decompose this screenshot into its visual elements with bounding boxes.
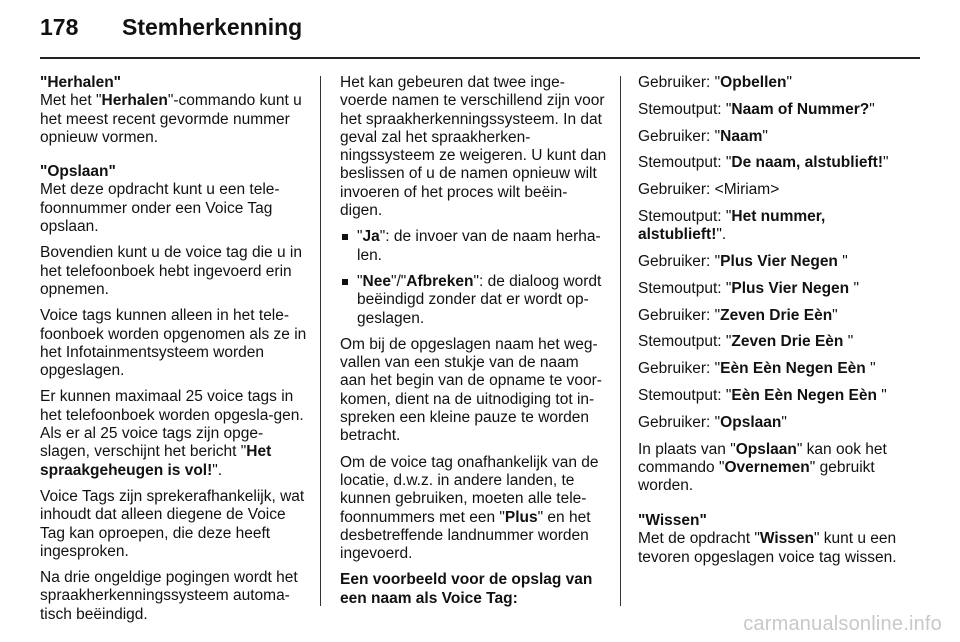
dialog-speaker: Gebruiker: "	[638, 413, 721, 431]
dialog-line	[638, 128, 908, 146]
keyword: Opbellen	[720, 74, 787, 91]
dialog-line	[638, 154, 908, 172]
keyword: Opslaan	[735, 440, 797, 458]
keyword: Afbreken	[406, 272, 474, 290]
header-divider	[40, 57, 920, 59]
keyword: Nee	[362, 272, 391, 290]
herhalen-section	[40, 74, 308, 147]
dialog-speaker: Stemoutput: "	[638, 207, 732, 225]
column-1	[40, 74, 308, 632]
text-span: " kan ook het commando "	[638, 440, 887, 476]
keyword: De naam, alstublieft!	[731, 154, 883, 172]
dialog-line	[638, 74, 908, 92]
opslaan-section	[40, 163, 308, 236]
text-span: "-commando kunt u het meest recent gevormde nummer opnieuw vormen.	[40, 92, 302, 146]
herhalen-heading: "Herhalen"	[40, 74, 122, 91]
column-divider-1	[320, 76, 321, 606]
text-span: Met het "	[40, 92, 102, 110]
dialog-speaker: Gebruiker: "	[638, 253, 721, 271]
watermark: carmanualsonline.info	[743, 613, 942, 635]
dialog-speaker: Gebruiker: <Miriam>	[638, 181, 780, 199]
text-span: ": de invoer van de naam herha-len.	[357, 228, 601, 264]
paragraph: Na drie ongeldige pogingen wordt het spraakherkenningssysteem automa-tisch beëindigd.	[40, 569, 298, 623]
paragraph: Het kan gebeuren dat twee inge-voerde namen te verschillend zijn voor het spraakherkenningssysteem. In dat geval zal het spraakherken-ningssysteem ze weigeren. U kunt dan beslissen of u de namen opnieuw wilt invoeren of het proces wilt beëin-digen.	[340, 74, 607, 220]
text-span: ".	[212, 461, 223, 479]
list-item	[340, 273, 608, 328]
bullet-icon	[342, 234, 348, 240]
column-2	[340, 74, 608, 616]
keyword: Plus Vier Negen	[731, 279, 854, 297]
paragraph	[638, 441, 908, 496]
text-span: In plaats van "	[638, 440, 736, 458]
wissen-section	[638, 512, 908, 567]
dialog-line	[638, 208, 908, 245]
chapter-title: Stemherkenning	[122, 14, 303, 40]
paragraph: Voice tags kunnen alleen in het tele-foonboek worden opgenomen als ze in het Infotainmentsysteem worden opgeslagen.	[40, 307, 307, 380]
text-span: "	[357, 272, 363, 290]
keyword: Zeven Drie Eèn	[720, 306, 833, 324]
dialog-speaker: Stemoutput: "	[638, 100, 732, 118]
text-span: "	[842, 253, 848, 271]
text-span: Er kunnen maximaal 25 voice tags in het telefoonboek worden opgesla-gen. Als er al 25 voice tags zijn opge-slagen, verschijnt het bericht "	[40, 388, 304, 461]
text-span: "/"	[390, 272, 407, 290]
text-span: "	[357, 228, 363, 246]
text-span: "	[832, 306, 838, 324]
dialog-line	[638, 101, 908, 119]
example-heading-text: Een voorbeeld voor de opslag van een naam als Voice Tag:	[340, 571, 593, 607]
keyword: Het spraakgeheugen is vol!	[40, 443, 272, 479]
text-span: " gebruikt worden.	[638, 458, 875, 495]
paragraph	[40, 388, 308, 479]
text-span: " en het desbetreffende landnummer worden ingevoerd.	[340, 508, 591, 563]
text-span: Met deze opdracht kunt u een tele-foonnummer onder een Voice Tag opslaan.	[40, 181, 280, 236]
text-span: "	[762, 127, 768, 145]
keyword: Naam	[720, 127, 763, 145]
keyword: Eèn Eèn Negen Eèn	[731, 387, 882, 405]
opslaan-heading: "Opslaan"	[40, 163, 116, 181]
text-span: "	[781, 413, 787, 431]
dialog-speaker: Stemoutput: "	[638, 154, 732, 172]
dialog-line	[638, 307, 908, 325]
dialog-line	[638, 253, 908, 271]
paragraph: Om bij de opgeslagen naam het weg-vallen van een stukje van de naam aan het begin van de opname te voor-komen, dient na de uitnodiging tot in-spreken een kleine pauze te worden betracht.	[340, 335, 602, 445]
dialog-speaker: Stemoutput: "	[638, 387, 732, 405]
dialog-line	[638, 414, 908, 432]
text-span: ": de dialoog wordt beëindigd zonder dat er wordt op-geslagen.	[357, 272, 602, 327]
text-span: " kunt u een tevoren opgeslagen voice tag wissen.	[638, 530, 897, 566]
dialog-speaker: Gebruiker: "	[638, 127, 721, 145]
keyword: Plus	[504, 508, 538, 526]
dialog-line	[638, 333, 908, 351]
dialog-line	[638, 387, 908, 405]
wissen-heading: "Wissen"	[638, 512, 707, 530]
dialog-speaker: Gebruiker: "	[638, 74, 721, 91]
text-span: Met de opdracht "	[638, 530, 760, 548]
text-span: Om de voice tag onafhankelijk van de locatie, d.w.z. in andere landen, te kunnen gebruiken, moeten alle tele-foonnummers met een "	[340, 453, 599, 526]
dialog-list	[638, 74, 908, 432]
dialog-speaker: Gebruiker: "	[638, 306, 721, 324]
paragraph	[340, 454, 608, 564]
text-span: "	[870, 360, 876, 378]
keyword: Wissen	[759, 530, 814, 548]
text-span: "	[853, 279, 859, 297]
page-header	[40, 14, 920, 54]
keyword: Ja	[362, 228, 380, 246]
dialog-line	[638, 181, 908, 199]
keyword: Opslaan	[720, 413, 782, 431]
text-span: "	[869, 100, 875, 118]
list-item	[340, 228, 608, 265]
paragraph: Voice Tags zijn sprekerafhankelijk, wat inhoudt dat alleen diegene de Voice Tag kan oproepen, die deze heeft ingesproken.	[40, 487, 305, 560]
column-3	[638, 74, 908, 575]
keyword: Plus Vier Negen	[720, 253, 843, 271]
paragraph: Bovendien kunt u de voice tag die u in het telefoonboek hebt ingevoerd erin opnemen.	[40, 244, 302, 298]
dialog-speaker: Stemoutput: "	[638, 333, 732, 351]
dialog-line	[638, 360, 908, 378]
keyword: Overnemen	[724, 458, 810, 476]
example-heading	[340, 571, 608, 608]
keyword: Naam of Nummer?	[731, 100, 870, 118]
dialog-speaker: Stemoutput: "	[638, 279, 732, 297]
text-span: ".	[716, 226, 727, 244]
page-number: 178	[40, 14, 79, 40]
keyword: Herhalen	[101, 92, 168, 110]
keyword: Eèn Eèn Negen Eèn	[720, 360, 871, 378]
text-span: "	[882, 154, 889, 172]
dialog-line	[638, 280, 908, 298]
dialog-speaker: Gebruiker: "	[638, 360, 721, 378]
keyword: Zeven Drie Eèn	[731, 333, 848, 351]
column-divider-2	[620, 76, 621, 606]
text-span: "	[881, 387, 887, 405]
bullet-icon	[342, 279, 348, 285]
keyword: Het nummer, alstublieft!	[638, 207, 826, 244]
text-span: "	[786, 74, 793, 91]
text-span: "	[847, 333, 854, 351]
